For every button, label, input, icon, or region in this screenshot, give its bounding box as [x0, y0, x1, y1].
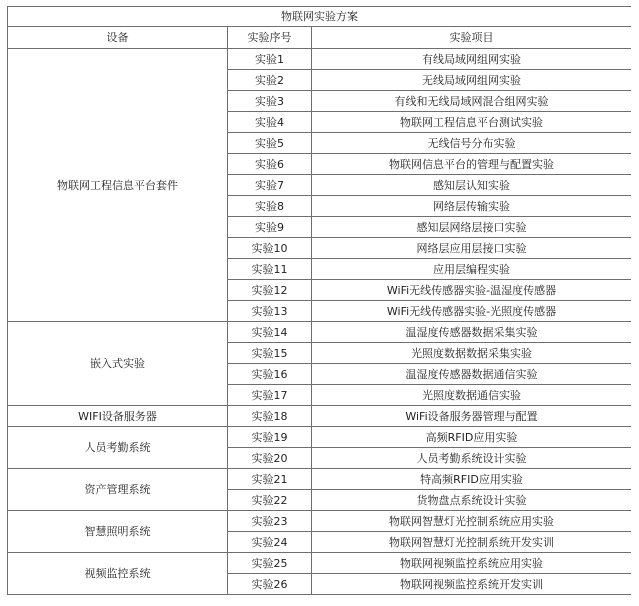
experiment-project-cell: 感知层认知实验	[312, 175, 632, 196]
table-body	[8, 7, 632, 595]
device-cell: 嵌入式实验	[8, 322, 228, 406]
experiment-number-cell: 实验6	[228, 154, 312, 175]
device-cell: WIFI设备服务器	[8, 406, 228, 427]
experiment-number-cell: 实验18	[228, 406, 312, 427]
device-cell: 物联网工程信息平台套件	[8, 49, 228, 322]
experiment-project-cell: 物联网视频监控系统开发实训	[312, 574, 632, 595]
table-title: 物联网实验方案	[8, 7, 632, 27]
experiment-project-cell: WiFi设备服务器管理与配置	[312, 406, 632, 427]
experiment-project-cell: 物联网智慧灯光控制系统开发实训	[312, 532, 632, 553]
table-header-row	[8, 27, 632, 49]
experiment-project-cell: 高频RFID应用实验	[312, 427, 632, 448]
header-experiment-number: 实验序号	[228, 27, 312, 49]
experiment-number-cell: 实验12	[228, 280, 312, 301]
experiment-number-cell: 实验26	[228, 574, 312, 595]
table-title-row	[8, 7, 632, 27]
device-cell: 资产管理系统	[8, 469, 228, 511]
header-device: 设备	[8, 27, 228, 49]
table-row	[8, 469, 632, 490]
experiment-project-cell: 有线局域网组网实验	[312, 49, 632, 70]
experiment-number-cell: 实验20	[228, 448, 312, 469]
device-cell: 智慧照明系统	[8, 511, 228, 553]
experiment-project-cell: 温湿度传感器数据采集实验	[312, 322, 632, 343]
experiment-number-cell: 实验14	[228, 322, 312, 343]
experiment-number-cell: 实验7	[228, 175, 312, 196]
experiment-number-cell: 实验19	[228, 427, 312, 448]
experiment-number-cell: 实验24	[228, 532, 312, 553]
experiment-number-cell: 实验13	[228, 301, 312, 322]
experiment-number-cell: 实验9	[228, 217, 312, 238]
experiment-number-cell: 实验8	[228, 196, 312, 217]
table-row	[8, 322, 632, 343]
experiment-project-cell: WiFi无线传感器实验-温湿度传感器	[312, 280, 632, 301]
experiment-project-cell: 物联网智慧灯光控制系统应用实验	[312, 511, 632, 532]
experiment-project-cell: 无线信号分布实验	[312, 133, 632, 154]
experiment-number-cell: 实验5	[228, 133, 312, 154]
experiment-project-cell: 物联网信息平台的管理与配置实验	[312, 154, 632, 175]
experiment-number-cell: 实验1	[228, 49, 312, 70]
experiment-project-cell: 光照度数据通信实验	[312, 385, 632, 406]
experiment-project-cell: 有线和无线局域网混合组网实验	[312, 91, 632, 112]
experiment-project-cell: 特高频RFID应用实验	[312, 469, 632, 490]
table-row	[8, 49, 632, 70]
experiment-project-cell: 物联网工程信息平台测试实验	[312, 112, 632, 133]
experiment-number-cell: 实验10	[228, 238, 312, 259]
device-cell: 视频监控系统	[8, 553, 228, 595]
experiment-plan-table	[7, 6, 631, 595]
experiment-number-cell: 实验17	[228, 385, 312, 406]
experiment-number-cell: 实验21	[228, 469, 312, 490]
table-row	[8, 406, 632, 427]
experiment-plan-sheet	[7, 6, 631, 606]
experiment-project-cell: 网络层应用层接口实验	[312, 238, 632, 259]
experiment-project-cell: 温湿度传感器数据通信实验	[312, 364, 632, 385]
experiment-project-cell: 物联网视频监控系统应用实验	[312, 553, 632, 574]
experiment-number-cell: 实验4	[228, 112, 312, 133]
table-row	[8, 511, 632, 532]
experiment-number-cell: 实验25	[228, 553, 312, 574]
experiment-project-cell: 感知层网络层接口实验	[312, 217, 632, 238]
experiment-number-cell: 实验22	[228, 490, 312, 511]
experiment-project-cell: WiFi无线传感器实验-光照度传感器	[312, 301, 632, 322]
experiment-number-cell: 实验23	[228, 511, 312, 532]
experiment-number-cell: 实验15	[228, 343, 312, 364]
experiment-number-cell: 实验3	[228, 91, 312, 112]
device-cell: 人员考勤系统	[8, 427, 228, 469]
experiment-number-cell: 实验16	[228, 364, 312, 385]
experiment-project-cell: 无线局域网组网实验	[312, 70, 632, 91]
experiment-project-cell: 应用层编程实验	[312, 259, 632, 280]
experiment-project-cell: 网络层传输实验	[312, 196, 632, 217]
experiment-project-cell: 人员考勤系统设计实验	[312, 448, 632, 469]
experiment-number-cell: 实验2	[228, 70, 312, 91]
experiment-project-cell: 光照度数据数据采集实验	[312, 343, 632, 364]
table-row	[8, 427, 632, 448]
header-experiment-project: 实验项目	[312, 27, 632, 49]
experiment-project-cell: 货物盘点系统设计实验	[312, 490, 632, 511]
experiment-number-cell: 实验11	[228, 259, 312, 280]
table-row	[8, 553, 632, 574]
